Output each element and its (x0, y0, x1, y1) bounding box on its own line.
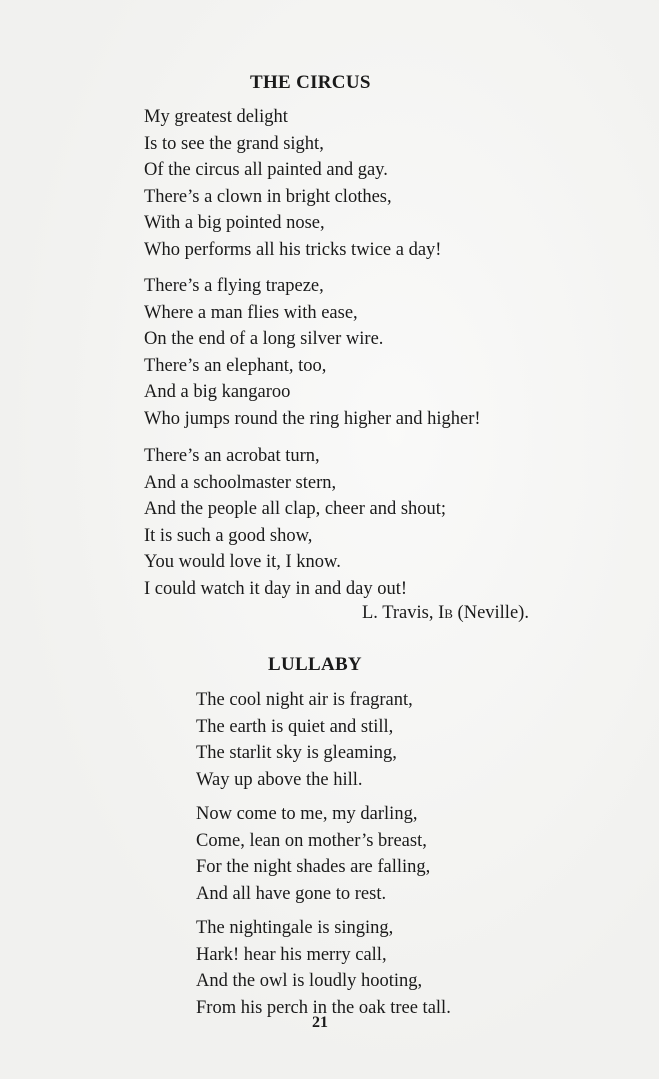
poem-line: The cool night air is fragrant, (196, 690, 413, 710)
poem-line: There’s an acrobat turn, (144, 446, 320, 466)
poem-line: The earth is quiet and still, (196, 716, 394, 737)
circus-stanza-2 (144, 273, 481, 432)
poem-line: On the end of a long silver wire. (144, 329, 384, 349)
poem-line: Of the circus all painted and gay. (144, 160, 388, 180)
poem-line: For the night shades are falling, (196, 857, 431, 877)
poem-line: It is such a good show, (144, 525, 313, 546)
poem-line: Where a man flies with ease, (144, 302, 358, 323)
poem-line: Is to see the grand sight, (144, 133, 324, 154)
poem-line: Hark! hear his merry call, (196, 944, 387, 965)
poem-line: Now come to me, my darling, (196, 804, 418, 824)
poem-line: And a big kangaroo (144, 382, 291, 402)
poem-line: There’s a flying trapeze, (144, 276, 324, 296)
circus-stanza-3 (144, 443, 446, 602)
author-name: L. Travis, I (362, 603, 445, 623)
poem-line: Who performs all his tricks twice a day! (144, 239, 442, 260)
poem-line: The starlit sky is gleaming, (196, 743, 397, 763)
poem-title-lullaby: LULLABY (268, 654, 362, 675)
poem-line: And all have gone to rest. (196, 883, 387, 904)
lullaby-stanza-2 (196, 801, 430, 907)
author-house: (Neville). (452, 603, 529, 623)
lullaby-stanza-3 (196, 915, 451, 1021)
poem-title-circus: THE CIRCUS (250, 72, 371, 93)
poem-line: From his perch in the oak tree tall. (196, 997, 451, 1018)
poem-line: You would love it, I know. (144, 552, 341, 572)
poem-line: The nightingale is singing, (196, 918, 394, 938)
poem-line: I could watch it day in and day out! (144, 578, 408, 599)
poem-line: Who jumps round the ring higher and higher! (144, 408, 481, 429)
circus-stanza-1 (144, 104, 441, 263)
poem-line: Way up above the hill. (196, 769, 363, 790)
poem-line: There’s an elephant, too, (144, 355, 327, 376)
poem-line: And the people all clap, cheer and shout; (144, 499, 447, 519)
page-number: 21 (312, 1014, 328, 1031)
author-form-suffix: b (444, 603, 453, 623)
poem-line: There’s a clown in bright clothes, (144, 186, 392, 207)
poem-line: And the owl is loudly hooting, (196, 971, 423, 991)
lullaby-stanza-1 (196, 687, 413, 793)
poem-line: Come, lean on mother’s breast, (196, 830, 427, 851)
poem-line: With a big pointed nose, (144, 213, 325, 233)
poem-line: And a schoolmaster stern, (144, 472, 337, 493)
author-signature (362, 603, 529, 624)
poem-line: My greatest delight (144, 107, 288, 127)
